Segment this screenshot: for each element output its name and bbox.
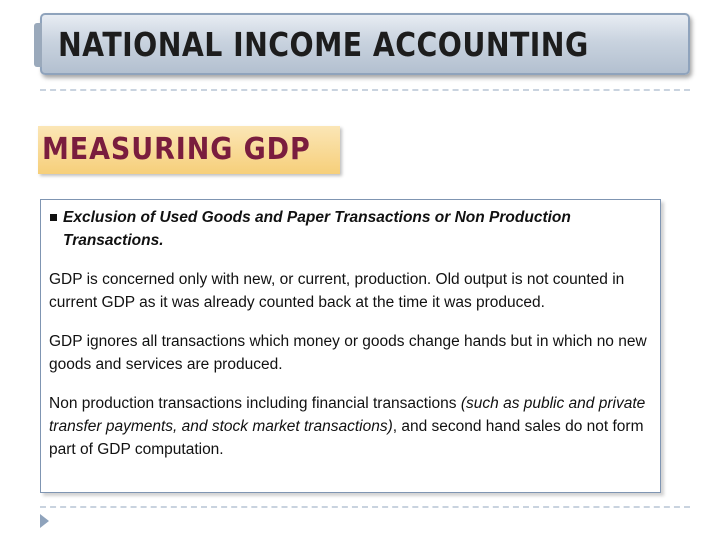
bullet-text-line2: Transactions. <box>63 232 164 249</box>
slide-title: NATIONAL INCOME ACCOUNTING <box>58 25 589 64</box>
paragraph-3 <box>49 392 654 461</box>
divider-top <box>40 89 690 91</box>
paragraph-3-italic: (such as public and private transfer payments, and stock market transactions) <box>49 395 646 435</box>
slide-marker-icon <box>40 514 49 528</box>
slide-subtitle: MEASURING GDP <box>42 132 311 167</box>
divider-bottom <box>40 506 690 508</box>
bullet-square-icon <box>50 214 57 221</box>
paragraph-3-start: Non production transactions including financial transactions <box>49 395 461 412</box>
paragraph-3-end: , and second hand sales do not form part of GDP computation. <box>49 418 644 458</box>
bullet-text-line1: Exclusion of Used Goods and Paper Transactions or Non Production <box>63 209 571 226</box>
subtitle-banner <box>38 126 340 174</box>
paragraph-1: GDP is concerned only with new, or current, production. Old output is not counted in current GDP as it was already counted back at the time it was produced. <box>49 271 625 311</box>
paragraph-2: GDP ignores all transactions which money or goods change hands but in which no new goods and services are produced. <box>49 333 647 373</box>
bullet-item <box>49 206 654 252</box>
content-box <box>40 199 661 493</box>
title-banner <box>40 13 690 75</box>
